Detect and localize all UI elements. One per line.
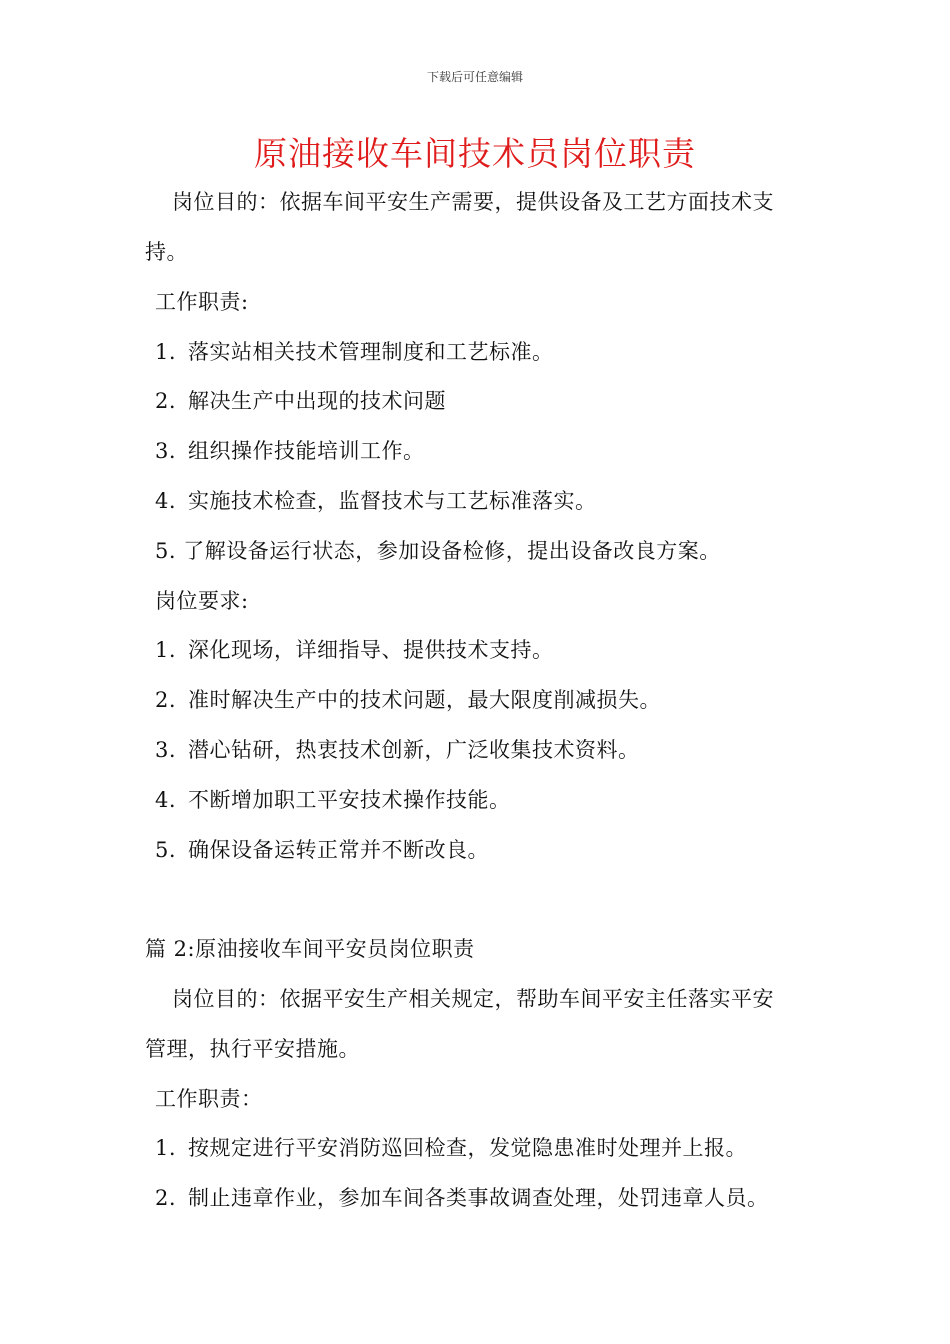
list-item	[155, 784, 511, 814]
list-text: 潜心钻研，热衷技术创新，广泛收集技术资料。	[188, 738, 640, 762]
list-number: 2.	[155, 1186, 177, 1210]
requirements-heading: 岗位要求:	[155, 589, 249, 613]
list-number: 2.	[155, 389, 177, 413]
list-text: 落实站相关技术管理制度和工艺标准。	[188, 340, 554, 364]
list-item	[155, 834, 489, 864]
list-number: 1.	[155, 1136, 177, 1160]
purpose-line-1: 岗位目的：依据车间平安生产需要，提供设备及工艺方面技术支	[172, 190, 774, 214]
list-item	[155, 634, 554, 664]
duties-heading: 工作职责：	[155, 1087, 263, 1111]
list-text: 准时解决生产中的技术问题，最大限度削减损失。	[188, 688, 661, 712]
list-number: 2.	[155, 688, 177, 712]
list-number: 4.	[155, 489, 177, 513]
list-number: 5.	[155, 838, 177, 862]
list-number: 1.	[155, 638, 177, 662]
section-2-heading: 篇 2:原油接收车间平安员岗位职责	[145, 937, 475, 961]
list-item	[155, 435, 425, 465]
list-item	[155, 1132, 747, 1162]
list-text: 了解设备运行状态，参加设备检修，提出设备改良方案。	[183, 539, 721, 563]
document-title: 原油接收车间技术员岗位职责	[254, 134, 696, 173]
header-note: 下载后可任意编辑	[426, 70, 523, 84]
purpose-line-2: 持。	[145, 240, 188, 264]
list-number: 3.	[155, 738, 177, 762]
list-number: 3.	[155, 439, 177, 463]
list-text: 深化现场，详细指导、提供技术支持。	[188, 638, 554, 662]
list-text: 组织操作技能培训工作。	[188, 439, 425, 463]
list-text: 确保设备运转正常并不断改良。	[188, 838, 489, 862]
list-text: 实施技术检查，监督技术与工艺标准落实。	[188, 489, 597, 513]
purpose-line-1: 岗位目的：依据平安生产相关规定，帮助车间平安主任落实平安	[172, 987, 774, 1011]
list-item	[155, 684, 661, 714]
purpose-line-2: 管理，执行平安措施。	[145, 1037, 360, 1061]
list-text: 按规定进行平安消防巡回检查，发觉隐患准时处理并上报。	[188, 1136, 747, 1160]
list-number: 1.	[155, 340, 177, 364]
list-item	[155, 485, 597, 515]
duties-heading: 工作职责:	[155, 290, 249, 314]
list-item	[155, 734, 640, 764]
list-number: 4.	[155, 788, 177, 812]
list-item	[155, 385, 446, 415]
list-text: 解决生产中出现的技术问题	[188, 389, 446, 413]
list-text: 制止违章作业，参加车间各类事故调查处理，处罚违章人员。	[188, 1186, 769, 1210]
list-number: 5.	[155, 539, 177, 563]
list-text: 不断增加职工平安技术操作技能。	[188, 788, 511, 812]
list-item	[155, 1182, 769, 1212]
list-item	[155, 535, 721, 565]
list-item	[155, 336, 554, 366]
